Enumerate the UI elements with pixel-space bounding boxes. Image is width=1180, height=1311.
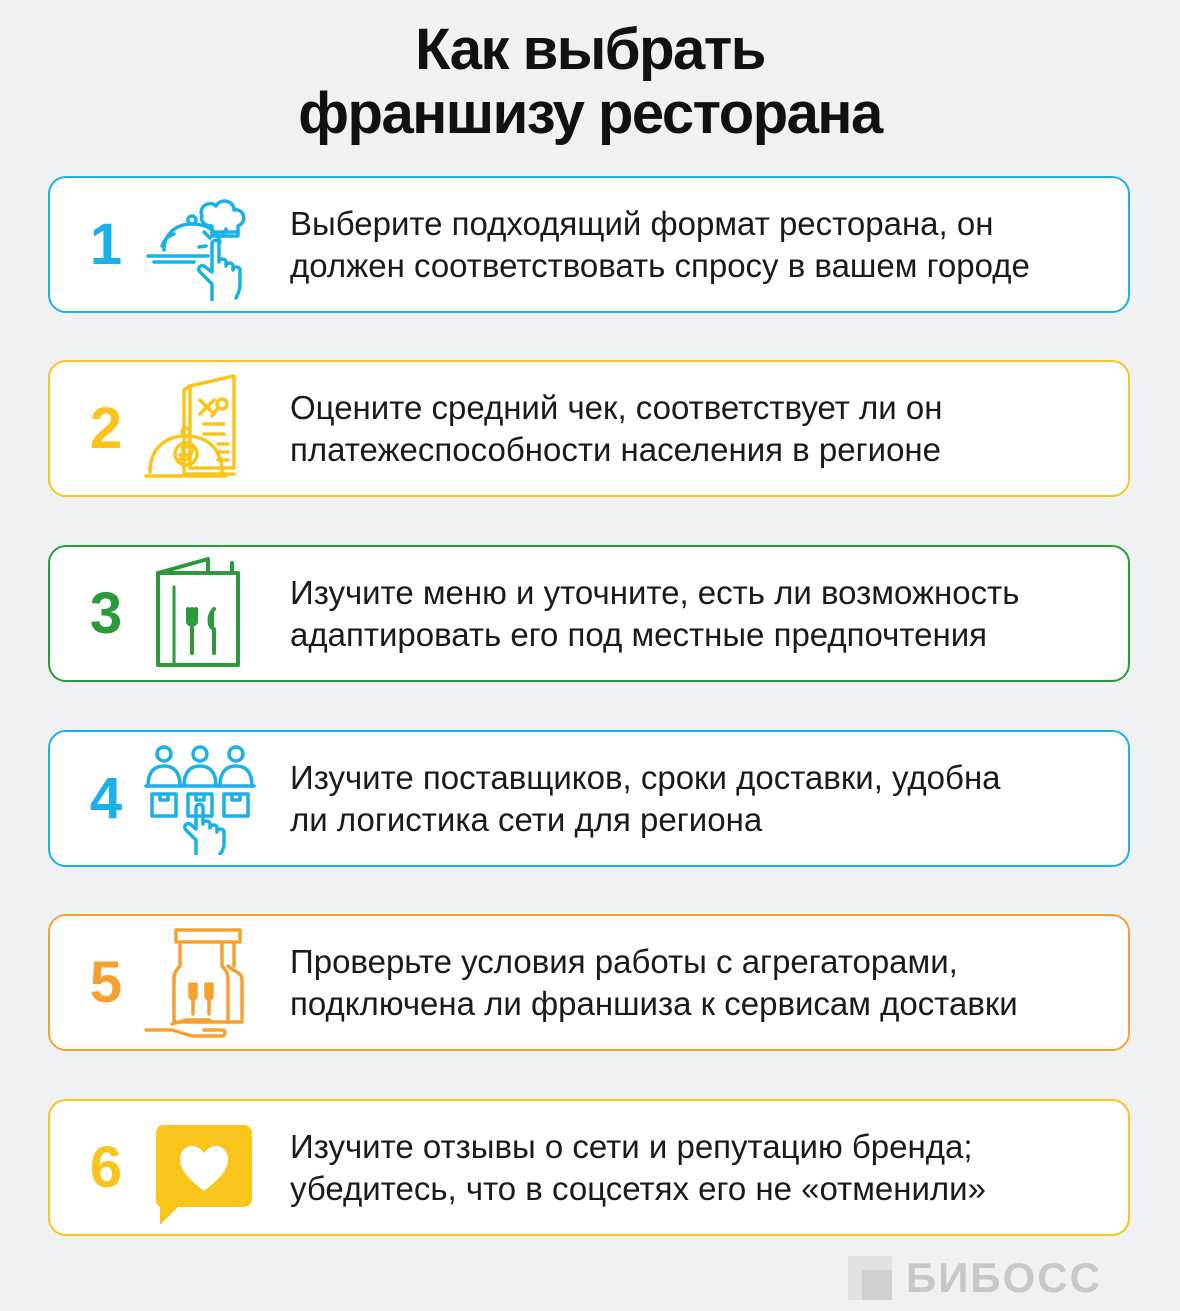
step-text-line-2: ли логистика сети для региона	[290, 800, 763, 838]
delivery-bag-hand-icon	[144, 926, 256, 1039]
step-text-line-1: Изучите поставщиков, сроки доставки, удобна	[290, 758, 1001, 796]
logo-text: БИБОСС	[906, 1254, 1102, 1301]
step-number: 3	[89, 580, 123, 646]
step-number: 6	[89, 1134, 123, 1200]
step-card-6	[48, 1099, 1130, 1236]
step-text	[290, 916, 1108, 1049]
cloche-chef-hat-hand-icon	[144, 188, 256, 301]
step-text-line-1: Выберите подходящий формат ресторана, он	[290, 204, 994, 242]
step-text-line-1: Оцените средний чек, соответствует ли он	[290, 388, 943, 426]
step-text-line-2: платежеспособности населения в регионе	[290, 430, 941, 468]
step-card-5	[48, 914, 1130, 1051]
step-text-line-1: Изучите меню и уточните, есть ли возможность	[290, 573, 1020, 611]
menu-ruble-cloche-icon	[144, 372, 256, 485]
logo-mark-icon	[848, 1256, 892, 1300]
title-line-1: Как выбрать	[415, 17, 765, 82]
step-text	[290, 178, 1108, 311]
step-text-line-2: убедитесь, что в соцсетях его не «отменили»	[290, 1169, 986, 1207]
menu-book-cutlery-icon	[144, 557, 256, 670]
suppliers-boxes-hand-icon	[144, 742, 256, 855]
step-card-3	[48, 545, 1130, 682]
step-text-line-2: должен соответствовать спросу в вашем городе	[290, 246, 1030, 284]
brand-logo	[848, 1254, 1102, 1302]
step-text-line-1: Проверьте условия работы с агрегаторами,	[290, 942, 958, 980]
step-number: 2	[89, 395, 123, 461]
step-number: 5	[89, 949, 123, 1015]
step-text	[290, 547, 1108, 680]
step-text-line-2: адаптировать его под местные предпочтения	[290, 615, 987, 653]
step-text-line-1: Изучите отзывы о сети и репутацию бренда;	[290, 1127, 973, 1165]
step-text-line-2: подключена ли франшиза к сервисам доставки	[290, 984, 1018, 1022]
step-text	[290, 1101, 1108, 1234]
step-text	[290, 362, 1108, 495]
step-text	[290, 732, 1108, 865]
step-card-2	[48, 360, 1130, 497]
step-card-4	[48, 730, 1130, 867]
step-number: 4	[89, 765, 123, 831]
step-card-1	[48, 176, 1130, 313]
title-line-2: франшизу ресторана	[298, 81, 882, 146]
page-title	[0, 18, 1180, 146]
heart-chat-bubble-icon	[144, 1111, 256, 1224]
step-number: 1	[89, 211, 123, 277]
